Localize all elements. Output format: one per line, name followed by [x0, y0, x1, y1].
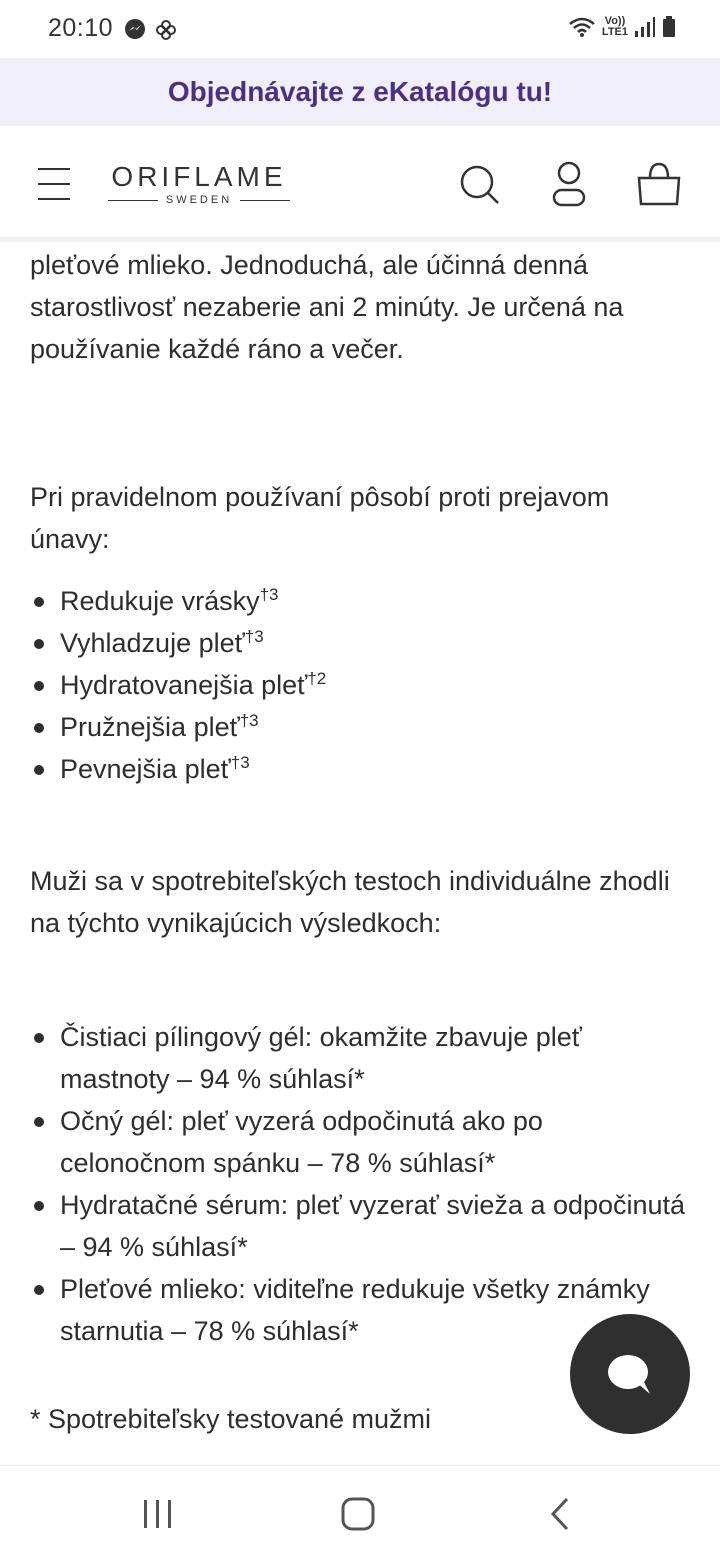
list-item: Pleťové mlieko: viditeľne redukuje všetky známky starnutia – 78 % súhlasí* [30, 1268, 690, 1352]
status-time: 20:10 [48, 14, 114, 42]
wifi-icon [568, 16, 596, 38]
battery-icon [662, 16, 676, 38]
logo-sub: SWEDEN [108, 194, 290, 206]
chat-button[interactable] [570, 1314, 690, 1434]
account-icon[interactable] [546, 160, 592, 210]
list-item: Hydratačné sérum: pleť vyzerať svieža a odpočinutá – 94 % súhlasí* [30, 1184, 690, 1268]
list-item: Vyhladzuje pleť$^{\dagger 3}$ [30, 622, 690, 664]
messenger-icon [124, 18, 146, 40]
list-item: Redukuje vrásky$^{\dagger 3}$ [30, 580, 690, 622]
back-button[interactable] [540, 1494, 580, 1534]
oriflame-logo[interactable] [108, 162, 290, 206]
system-navigation-bar [0, 1465, 720, 1560]
footnote: * Spotrebiteľsky testované mužmi [30, 1404, 432, 1434]
back-icon [545, 1496, 575, 1532]
home-icon [340, 1496, 376, 1532]
promo-text[interactable]: Objednávajte z eKatalógu tu! [167, 76, 553, 107]
results-heading: Muži sa v spotrebiteľských testoch individuálne zhodli na týchto vynikajúcich výsledkoch: [30, 866, 670, 938]
signal-icon [634, 16, 656, 38]
network-type-label: Vo)) LTE1 [601, 15, 628, 38]
menu-icon[interactable] [38, 168, 70, 202]
status-system-icons [568, 16, 676, 38]
pinwheel-app-icon [154, 18, 178, 42]
list-item: Pružnejšia pleť$^{\dagger 3}$ [30, 706, 690, 748]
home-button[interactable] [338, 1494, 378, 1534]
recent-apps-button[interactable] [138, 1494, 178, 1534]
product-description [30, 244, 690, 1440]
list-item: Očný gél: pleť vyzerá odpočinutá ako po celonočnom spánku – 78 % súhlasí* [30, 1100, 690, 1184]
results-list [30, 1016, 690, 1352]
search-icon[interactable] [456, 160, 502, 210]
logo-word: ORIFLAME [111, 161, 287, 192]
benefits-list [30, 580, 690, 790]
status-notification-icons [124, 18, 178, 42]
recent-apps-icon [141, 1497, 175, 1531]
intro-paragraph: pleťové mlieko. Jednoduchá, ale účinná denná starostlivosť nezaberie ani 2 minúty. Je určená na používanie každé ráno a večer. [30, 250, 624, 364]
shopping-bag-icon[interactable] [636, 160, 682, 210]
list-item: Pevnejšia pleť$^{\dagger 3}$ [30, 748, 690, 790]
site-header [0, 126, 720, 242]
fatigue-heading: Pri pravidelnom používaní pôsobí proti prejavom únavy: [30, 482, 610, 554]
list-item: Hydratovanejšia pleť$^{\dagger 2}$ [30, 664, 690, 706]
status-bar [0, 0, 720, 58]
chat-bubble-icon [606, 1352, 654, 1396]
list-item: Čistiaci pílingový gél: okamžite zbavuje pleť mastnoty – 94 % súhlasí* [30, 1016, 690, 1100]
ekatalog-promo-banner[interactable] [0, 58, 720, 126]
